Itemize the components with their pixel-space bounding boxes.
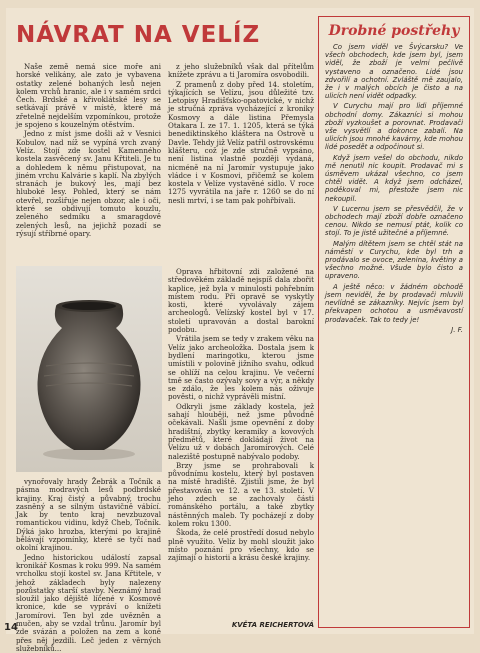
- sidebar-box: [318, 16, 470, 628]
- paragraph: Naše země nemá sice moře ani horské velikány, ale zato je vybavena ostatky zelené bohaných lesů nejen kolem vrchů hranic, ale i v samém srdci Čech. Brdské a křivoklátské lesy se setkávají právě v místě, které má zřetelně nejdelším vzpomínkou, protože je spojeno s kouzelným otěstvím.: [16, 62, 161, 130]
- sidebar-paragraph: V Lucernu jsem se přesvědčil, že v obchodech mají zboží dobře označeno cenou. Nikdo se nemusí ptát, kolik co stojí. To je jistě užitečné a příjemné.: [325, 204, 463, 238]
- paragraph: Brzy jsme se prohrabovali k původnímu kostelu, který byl postaven na místě hradiště. Zjistili jsme, že byl přestavován ve 12. a ve 13. století. V jeho zdech se zachovaly části románského portálu, a také zbytky nástěnných maleb. Ty pocházejí z doby kolem roku 1300.: [168, 460, 314, 528]
- clay-vessel-photo: [16, 266, 162, 472]
- paragraph: Jedno historickou událostí zapsal kronikář Kosmas k roku 999. Na samém vrcholku stojí kostel sv. Jana Křtitele, v jehož základech byly nalezeny pozůstatky starší stavby. Neznámý hrad sloužil jako dějiště líčené v Kosmově kronice, kde se vypráví o knížeti Jaromírovi. Ten byl zde uvězněn a mučen, aby se vzdal trůnu. Jaromír byl zde svázán a položen na zem a koně přes něj jezdili. Leč jeden z věrných služebníků...: [16, 552, 161, 653]
- paragraph: z jeho služebníků však dal přítelům knížete zprávu a ti Jaromíra osvobodili.: [168, 62, 314, 80]
- paragraph: Oprava hřbitovní zdi založené na středověkém základě nejspíš dala zbořit kaplice, jež byla v minulosti pohřebním místem rodu. Při opravě se vyskytly kosti, které vyvolávaly zájem archeologů. Velízský kostel byl v 17. století upravován a dostal barokní podobu.: [168, 267, 314, 335]
- paragraph: Jedno z míst jsme došli až v Vesnici Kobulov, nad níž se vypíná vrch zvaný Velíz. Stojí zde kostel Kamenného kostela zasvěcený sv. Janu Křtiteli. Je tu a dohledem k němu přistupovat, na jiném vrchu Kalvárie s kaplí. Na zbylých stranách je bukový les, mají bez hluboké lesy. Pohled, který se nám otevřel, rozšiřuje nejen obzor, ale i oči, které se obdivují tomuto kouzlu, zeleného sedmíku a smaragdově zelených lesů, na jejichž pozadí se rýsují stříbrné opary.: [16, 129, 161, 238]
- sidebar-title: Drobné postřehy: [328, 23, 460, 39]
- sidebar-paragraph: Když jsem vešel do obchodu, nikdo mě nenutil nic koupit. Prodavač mi s úsměvem ukázal všechno, co jsem chtěl vidět. A když jsem odcházel, poděkoval mi, přestože jsem nic nekoupil.: [325, 153, 463, 203]
- paragraph: Odkryli jsme základy kostela, jež sahají hlouběji, než jsme původně očekávali. Našli jsme opevnění z doby hradištní, zbytky keramiky a kovových předmětů, které dokládají život na Velízu už v dobách Jaromírových. Celé naleziště postupně nabývalo podoby.: [168, 401, 314, 461]
- page-number: 14: [4, 622, 18, 633]
- paragraph: vynořovaly hrady Žebrák a Točník a pásma modravých lesů podbrdské krajiny. Kraj čistý a půvabný, trochu zasněný a se silným ústavičně vábící. Jak by tento kraj nevzbuzoval romantickou vidinu, když Cheb, Točník. Dýká jako hrozba, kterými po krajině bělávají vzpomínky, které se tyčí nad okolní krajinou.: [16, 477, 161, 553]
- sidebar-paragraph: Malým dítětem jsem se chtěl stát na náměstí v Curychu, kde byl trh a prodávalo se ovoce, zelenina, květiny a všechno možné. Všude bylo čisto a upraveno.: [325, 239, 463, 281]
- magazine-page: [6, 8, 474, 653]
- article-column-right-bottom: [168, 268, 314, 620]
- paragraph: Z pramenů z doby před 14. stoletím, týkajících se Velízu, jsou důležité tzv. Letopisy Hradišťsko-opatovické, v nichž je stručná zpráva vycházející z kroniky Kosmovy a dále listina Přemysla Otakara I. ze 17. 1. 1205, která se týká benediktinského kláštera na Ostrově u Davle. Tehdy již Velíz patřil ostrovskému klášteru, což je zde stručně vypsáno, není listina vlastně později vydaná, nicméně na ní Jaromír vystupuje jako vládce i v Kosmovi, přičemž se kolem kostela v Velíze vystavěné sídlo. V roce 1275 vyvrátila na jaře r. 1260 se do ní nesli mrtví, i se tam pak pohřbívali.: [168, 79, 314, 205]
- sidebar-paragraph: Co jsem viděl ve Švýcarsku? Ve všech obchodech, kde jsem byl, jsem viděl, že zboží je velmi pečlivě vystaveno a označeno. Lidé jsou zdvořilí a ochotní. Zvláště mě zaujalo, že i v malých obcích je čisto a na ulicích není vidět odpadky.: [325, 43, 463, 101]
- article-column-right-top: [168, 63, 314, 263]
- sidebar-body: [319, 43, 469, 613]
- sidebar-paragraph: A ještě něco: v žádném obchodě jsem neviděl, že by prodavači mluvili nevlídně se zákazníky. Nejvíc jsem byl překvapen ochotou a usměvavostí prodavaček. Tak to tedy je!: [325, 282, 463, 324]
- paragraph: Vrátila jsem se tedy v zrakem věku na Velíz jako archeoložka. Dostala jsem k bydlení maringotku, kterou jsme umístili v polovině jižního svahu, odkud se ohlíží na celou krajinu. Ve večerní tmě se často ozývaly sovy a výr, a někdy se zdálo, že les kolem nás oživuje pověsti, o nichž vyprávěli místní.: [168, 334, 314, 402]
- article-author: KVĚTA REICHERTOVÁ: [231, 621, 314, 629]
- article-title: NÁVRAT NA VELÍZ: [16, 22, 261, 48]
- vessel-illustration: [16, 266, 162, 472]
- article-column-left-bottom: [16, 477, 161, 653]
- sidebar-paragraph: V Curychu mají pro lidi příjemné obchodní domy. Zákazníci si mohou zboží vyzkoušet a porovnat. Prodavači vše vysvětlí a dokonce zabalí. Na ulicích jsou mnohé kavárny, kde mohou lidé posedět a odpočinout si.: [325, 102, 463, 152]
- paragraph: Škoda, že celé prostředí dosud nebylo plně využito. Velíz by mohl sloužit jako místo poznání pro všechny, kdo se zajímají o historii a krásu české krajiny.: [168, 528, 314, 563]
- sidebar-initials: J. F.: [451, 325, 463, 334]
- article-column-left-top: [16, 63, 161, 263]
